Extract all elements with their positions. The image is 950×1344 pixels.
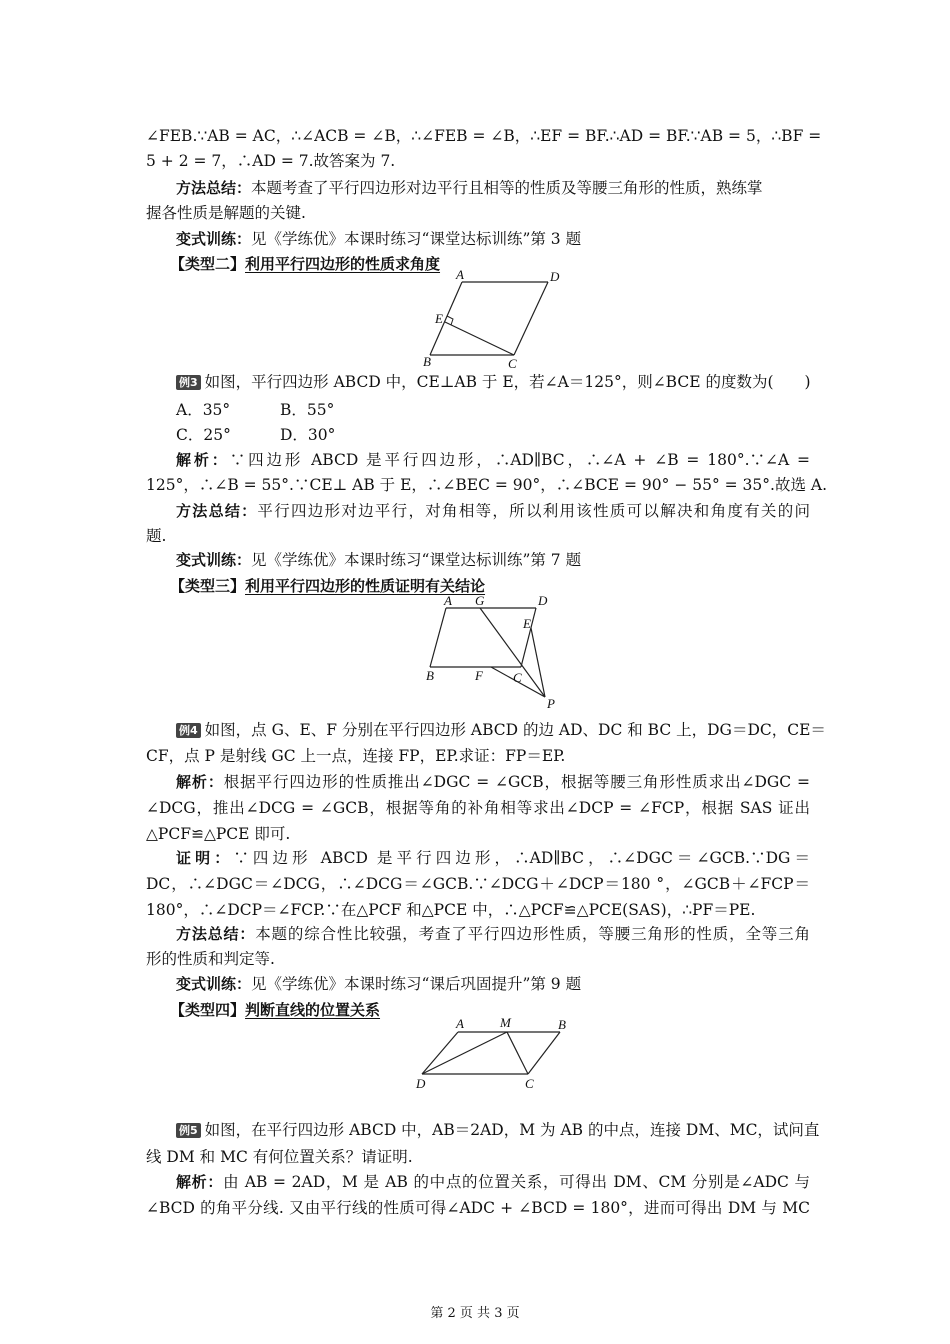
label-c: C xyxy=(508,356,517,371)
text: 见《学练优》本课时练习“课后巩固提升”第 9 题 xyxy=(251,975,582,993)
edge-ad xyxy=(422,1032,458,1074)
text-line: 题. xyxy=(146,527,167,545)
label: 方法总结： xyxy=(176,925,256,943)
option-a: A．35° xyxy=(176,401,231,419)
analysis-4 xyxy=(176,770,810,794)
label-d: D xyxy=(550,269,560,284)
options-row xyxy=(176,398,810,422)
edge-ab xyxy=(430,608,446,667)
heading-tag: 【类型四】 xyxy=(170,1001,246,1019)
figure-parallelogram-1 xyxy=(410,268,570,374)
label-e: E xyxy=(435,311,443,326)
text-line: ∠FEB.∵AB = AC，∴∠ACB = ∠B，∴∠FEB = ∠B，∴EF = BF.∴AD = BF.∵AB = 5，∴BF = xyxy=(146,127,822,145)
label-d: D xyxy=(538,593,548,608)
text-line: CF，点 P 是射线 GC 上一点，连接 FP，EP.求证：FP＝EP. xyxy=(146,747,566,765)
edge-bc xyxy=(528,1032,560,1074)
option-c: C．25° xyxy=(176,426,231,444)
label: 变式训练： xyxy=(176,551,252,569)
label-g: G xyxy=(475,593,485,608)
method-summary-4 xyxy=(176,922,810,946)
figure-parallelogram-2 xyxy=(420,592,570,712)
example-badge: 例5 xyxy=(176,1123,201,1138)
text: 本题考查了平行四边形对边平行且相等的性质及等腰三角形的性质，熟练掌 xyxy=(251,179,763,197)
heading-tag: 【类型二】 xyxy=(170,255,246,273)
label: 方法总结： xyxy=(176,502,258,520)
label-f: F xyxy=(475,668,483,683)
heading-title: 利用平行四边形的性质求角度 xyxy=(245,255,441,273)
segment-mc xyxy=(507,1032,528,1074)
text-line: 形的性质和判定等. xyxy=(146,950,275,968)
text-line: △PCF≌△PCE 即可. xyxy=(146,825,291,843)
page-footer: 第 2 页 共 3 页 xyxy=(430,1306,520,1321)
variant-training xyxy=(176,227,810,251)
text: ∵四边形 ABCD 是平行四边形，∴AD∥BC，∴∠DGC＝∠GCB.∵DG＝ xyxy=(233,849,810,867)
label: 解析： xyxy=(176,773,224,791)
text: 根据平行四边形的性质推出∠DGC = ∠GCB，根据等腰三角形性质求出∠DGC = xyxy=(223,773,810,791)
text: 见《学练优》本课时练习“课堂达标训练”第 3 题 xyxy=(251,230,582,248)
text-line: ∠BCD 的角平分线. 又由平行线的性质可得∠ADC + ∠BCD = 180°，进而可得出 DM 与 MC xyxy=(146,1199,810,1217)
edge-dc xyxy=(514,282,548,355)
segment-dm xyxy=(422,1032,507,1074)
proof-4 xyxy=(176,846,810,870)
label-b: B xyxy=(558,1017,566,1032)
text-line: 线 DM 和 MC 有何位置关系？请证明. xyxy=(146,1148,413,1166)
label: 方法总结： xyxy=(176,179,252,197)
text-line: 5 + 2 = 7，∴AD = 7.故答案为 7. xyxy=(146,152,396,170)
heading-title: 判断直线的位置关系 xyxy=(245,1001,381,1019)
example-4 xyxy=(176,718,826,742)
text-line: 125°，∴∠B = 55°.∵CE⊥ AB 于 E，∴∠BEC = 90°，∴∠BCE = 90° − 55° = 35°.故选 A. xyxy=(146,476,828,494)
label: 变式训练： xyxy=(176,975,252,993)
text-line: 180°，∴∠DCP＝∠FCP.∵在△PCF 和△PCE 中，∴△PCF≌△PCE(SAS)，∴PF＝PE. xyxy=(146,901,756,919)
heading-tag: 【类型三】 xyxy=(170,577,246,595)
analysis-3 xyxy=(176,448,810,472)
method-summary xyxy=(176,176,810,200)
text-line: 握各性质是解题的关键. xyxy=(146,204,306,222)
label: 解析： xyxy=(176,1173,224,1191)
text: 由 AB = 2AD，M 是 AB 的中点的位置关系，可得出 DM、CM 分别是∠ADC 与 xyxy=(223,1173,810,1191)
example-3 xyxy=(176,370,810,394)
option-b: B．55° xyxy=(280,401,335,419)
label-a: A xyxy=(456,268,464,282)
analysis-5 xyxy=(176,1170,810,1194)
variant-training-4 xyxy=(176,972,810,996)
method-summary-3 xyxy=(176,499,810,523)
label-b: B xyxy=(426,668,434,683)
segment-ce xyxy=(445,322,514,355)
label-m: M xyxy=(500,1015,511,1030)
figure-parallelogram-3 xyxy=(410,1014,580,1094)
example-badge: 例3 xyxy=(176,375,201,390)
text: 平行四边形对边平行，对角相等，所以利用该性质可以解决和角度有关的问 xyxy=(257,502,810,520)
label: 变式训练： xyxy=(176,230,252,248)
example-5 xyxy=(176,1118,820,1142)
variant-training-3 xyxy=(176,548,810,572)
text: 见《学练优》本课时练习“课堂达标训练”第 7 题 xyxy=(251,551,582,569)
label-c: C xyxy=(513,670,522,685)
label: 解析： xyxy=(176,451,230,469)
label-b: B xyxy=(423,354,431,369)
text: ∵四边形 ABCD 是平行四边形，∴AD∥BC，∴∠A + ∠B = 180°.∵∠A = xyxy=(229,451,810,469)
text-line: DC，∴∠DGC＝∠DCG，∴∠DCG＝∠GCB.∵∠DCG＋∠DCP＝180 °，∠GCB＋∠FCP＝ xyxy=(146,875,810,893)
label-d: D xyxy=(416,1076,426,1091)
options-row xyxy=(176,423,810,447)
label-p: P xyxy=(547,696,555,711)
text: 如图，在平行四边形 ABCD 中，AB＝2AD，M 为 AB 的中点，连接 DM、MC，试问直 xyxy=(204,1121,820,1139)
label-a: A xyxy=(444,593,452,608)
text-line: ∠DCG，推出∠DCG = ∠GCB，根据等角的补角相等求出∠DCP = ∠FCP，根据 SAS 证出 xyxy=(146,799,810,817)
label-e: E xyxy=(523,616,531,631)
heading-title: 利用平行四边形的性质证明有关结论 xyxy=(245,577,486,595)
label-a: A xyxy=(456,1016,464,1031)
label-c: C xyxy=(525,1076,534,1091)
text: 本题的综合性比较强，考查了平行四边形性质，等腰三角形的性质，全等三角 xyxy=(255,925,810,943)
label: 证明： xyxy=(176,849,234,867)
text: 如图，点 G、E、F 分别在平行四边形 ABCD 的边 AD、DC 和 BC 上，DG＝DC，CE＝ xyxy=(204,721,826,739)
example-badge: 例4 xyxy=(176,723,201,738)
option-d: D．30° xyxy=(280,426,336,444)
text: 如图，平行四边形 ABCD 中，CE⊥AB 于 E，若∠A＝125°，则∠BCE 的度数为( ) xyxy=(204,373,811,391)
